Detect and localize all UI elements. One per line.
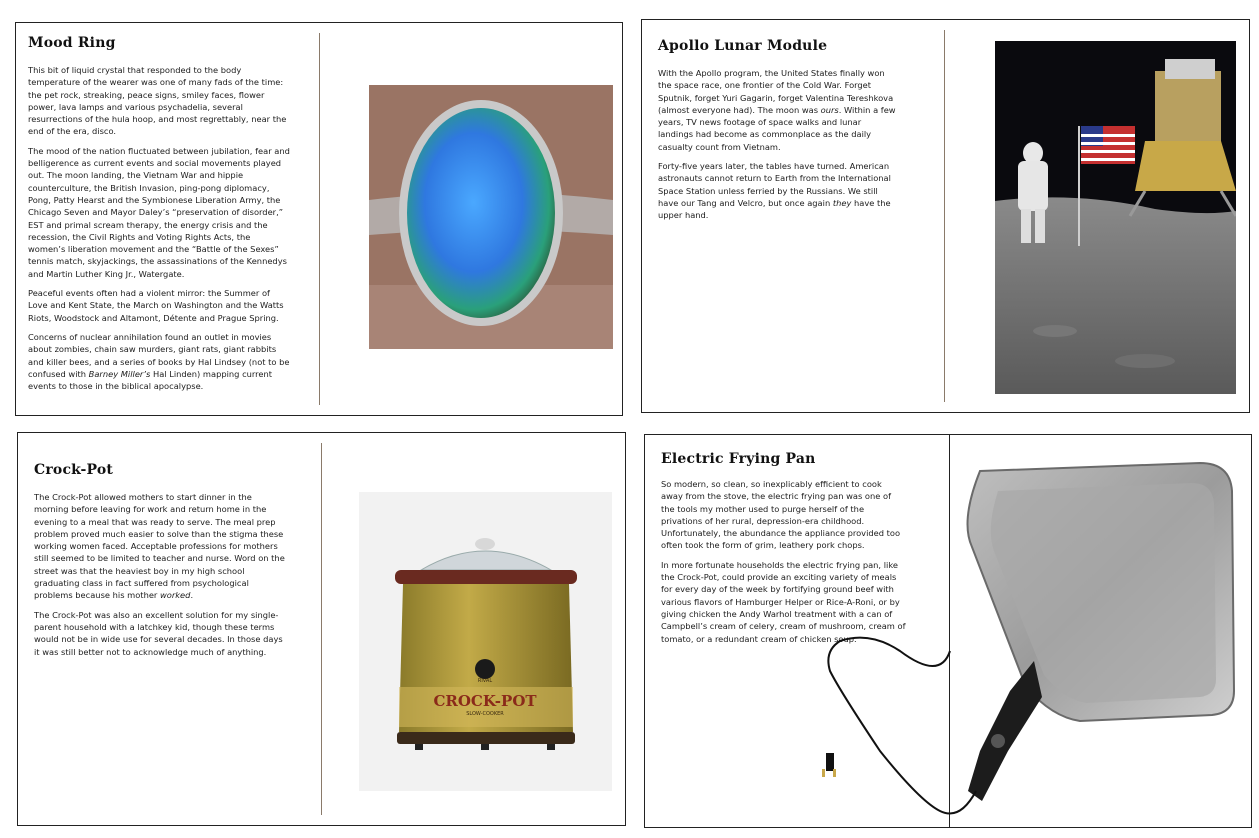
card-title: Apollo Lunar Module <box>658 38 828 54</box>
crock-pot-photo <box>359 492 612 791</box>
card-title: Electric Frying Pan <box>661 451 816 467</box>
paragraph: Peaceful events often had a violent mirror: the Summer of Love and Kent State, the March on Washington and the Watts Riots, Woodstock and Altamont, Détente and Prague Spring. <box>28 288 284 323</box>
paragraph: The mood of the nation fluctuated between jubilation, fear and belligerence as current events and social movements played out. The moon landing, the Vietnam War and hippie counterculture, the British Invasion, ping-pong diplomacy, Pong, Patty Hearst and the Symbionese Liberation Army, the Chicago Seven and Mayor Daley’s “preservation of disorder,” EST and primal scream therapy, the energy crisis and the recession, the Civil Rights and Voting Rights Acts, the women’s liberation movement and the “Battle of the Sexes” tennis match, skyjackings, the assassinations of the Kennedys and Martin Luther King Jr., Watergate. <box>28 145 290 279</box>
paragraph: The Crock-Pot was also an excellent solution for my single-parent household with a latchkey kid, though these terms would not be in wide use for several decades. In those days it was still better not to acknowledge much of anything. <box>34 609 283 657</box>
crock-pot-label-top: RIVAL <box>477 678 493 684</box>
paragraph: In more fortunate households the electric frying pan, like the Crock-Pot, could provide an exciting variety of meals for every day of the week by fortifying ground beef with various flavors of Hamburger Helper or Rice-A-Roni, or by giving chicken the Andy Warhol treatment with a can of Campbell’s cream of celery, cream of mushroom, cream of tomato, or a redundant cream of chicken soup. <box>661 559 906 644</box>
paragraph: The Crock-Pot allowed mothers to start dinner in the morning before leaving for work and return home in the evening to a meal that was ready to serve. The meal prep problem proved much easier to solve than the stigma these working women faced. Acceptable professions for mothers still seemed to be limited to teacher and nurse. Word on the street was that the heaviest boy in my high school graduating class in fact suffered from psychological problems because his mother worked. <box>34 492 285 601</box>
card-crock-pot <box>17 432 626 826</box>
page-fold <box>319 33 320 405</box>
frying-pan-photo <box>820 451 1250 827</box>
card-apollo-lunar-module <box>641 19 1250 413</box>
card-electric-frying-pan <box>644 434 1252 828</box>
paragraph: With the Apollo program, the United States finally won the space race, one frontier of the Cold War. Forget Sputnik, forget Yuri Gagarin, forget Valentina Tereshkova (almost everyone had). The moon was ours. Within a few years, TV news footage of space walks and lunar landings had become as commonplace as the daily casualty count from Vietnam. <box>658 68 896 152</box>
page-fold <box>321 443 322 815</box>
card-title: Crock-Pot <box>34 462 114 478</box>
card-title: Mood Ring <box>28 35 116 51</box>
paragraph: So modern, so clean, so inexplicably efficient to cook away from the stove, the electric frying pan was one of the tools my mother used to purge herself of the privations of her rural, depression-era childhood. Unfortunately, the abundance the appliance provided too often took the form of grim, leathery pork chops. <box>661 479 901 551</box>
crock-pot-label-brand: CROCK-POT <box>433 692 537 710</box>
paragraph: Forty-five years later, the tables have turned. American astronauts cannot return to Earth from the International Space Station unless ferried by the Russians. We still have our Tang and Velcro, but once again they have the upper hand. <box>658 161 891 221</box>
page-fold <box>944 30 945 402</box>
card-body <box>658 67 898 229</box>
crock-pot-label-sub: SLOW-COOKER <box>466 711 504 717</box>
paragraph: Concerns of nuclear annihilation found an outlet in movies about zombies, chain saw murders, giant rats, giant rabbits and killer bees, and a series of books by Hal Lindsey (not to be confused with Barney Miller’s Hal Linden) mapping current events to those in the biblical apocalypse. <box>28 331 290 392</box>
card-body <box>34 491 286 665</box>
card-body <box>28 64 290 399</box>
moon-landing-photo <box>995 41 1236 394</box>
card-mood-ring <box>15 22 623 416</box>
paragraph: This bit of liquid crystal that responded to the body temperature of the wearer was one of many fads of the time: the pet rock, streaking, peace signs, smiley faces, flower power, lava lamps and various psychadelia, several resurrections of the hula hoop, and most regrettably, near the end of the era, disco. <box>28 65 287 137</box>
mood-ring-photo <box>369 85 613 349</box>
